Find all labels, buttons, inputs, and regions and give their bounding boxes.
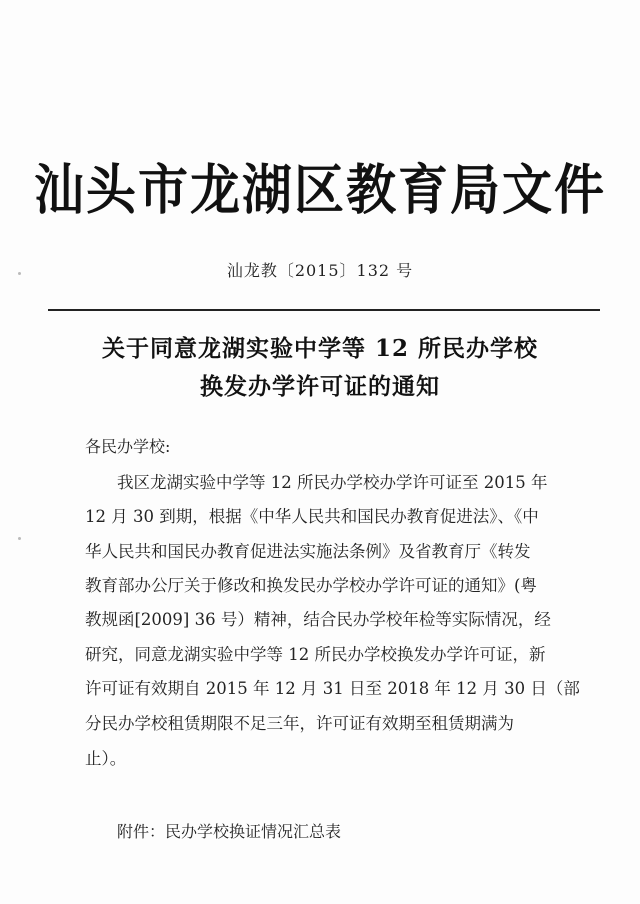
doc-number: 汕龙教〔2015〕132 号: [226, 261, 414, 280]
header-divider: [48, 309, 600, 311]
notice-title-line1: 关于同意龙湖实验中学等 12 所民办学校: [101, 335, 539, 362]
body-line-7: 许可证有效期自 2015 年 12 月 31 日至 2018 年 12 月 30 日（部: [85, 679, 580, 698]
attachment-note: 附件：民办学校换证情况汇总表: [117, 822, 342, 841]
scan-speck: [18, 537, 21, 540]
header-title: 汕头市龙湖区教育局文件: [34, 157, 606, 222]
body-line-5: 教规函[2009] 36 号）精神，结合民办学校年检等实际情况，经: [85, 610, 551, 629]
body-line-1: 我区龙湖实验中学等 12 所民办学校办学许可证至 2015 年: [117, 473, 548, 492]
body-line-8: 分民办学校租赁期限不足三年，许可证有效期至租赁期满为: [85, 714, 514, 733]
body-line-2: 12 月 30 到期，根据《中华人民共和国民办教育促进法》、《中: [85, 507, 539, 526]
body-line-6: 研究，同意龙湖实验中学等 12 所民办学校换发办学许可证，新: [85, 645, 546, 664]
notice-title-line2: 换发办学许可证的通知: [200, 373, 440, 400]
body-line-9: 止）。: [85, 749, 127, 768]
body-line-4: 教育部办公厅关于修改和换发民办学校办学许可证的通知》(粤: [85, 576, 537, 595]
body-line-3: 华人民共和国民办教育促进法实施法条例》及省教育厅《转发: [85, 542, 531, 561]
salutation: 各民办学校:: [85, 437, 171, 456]
